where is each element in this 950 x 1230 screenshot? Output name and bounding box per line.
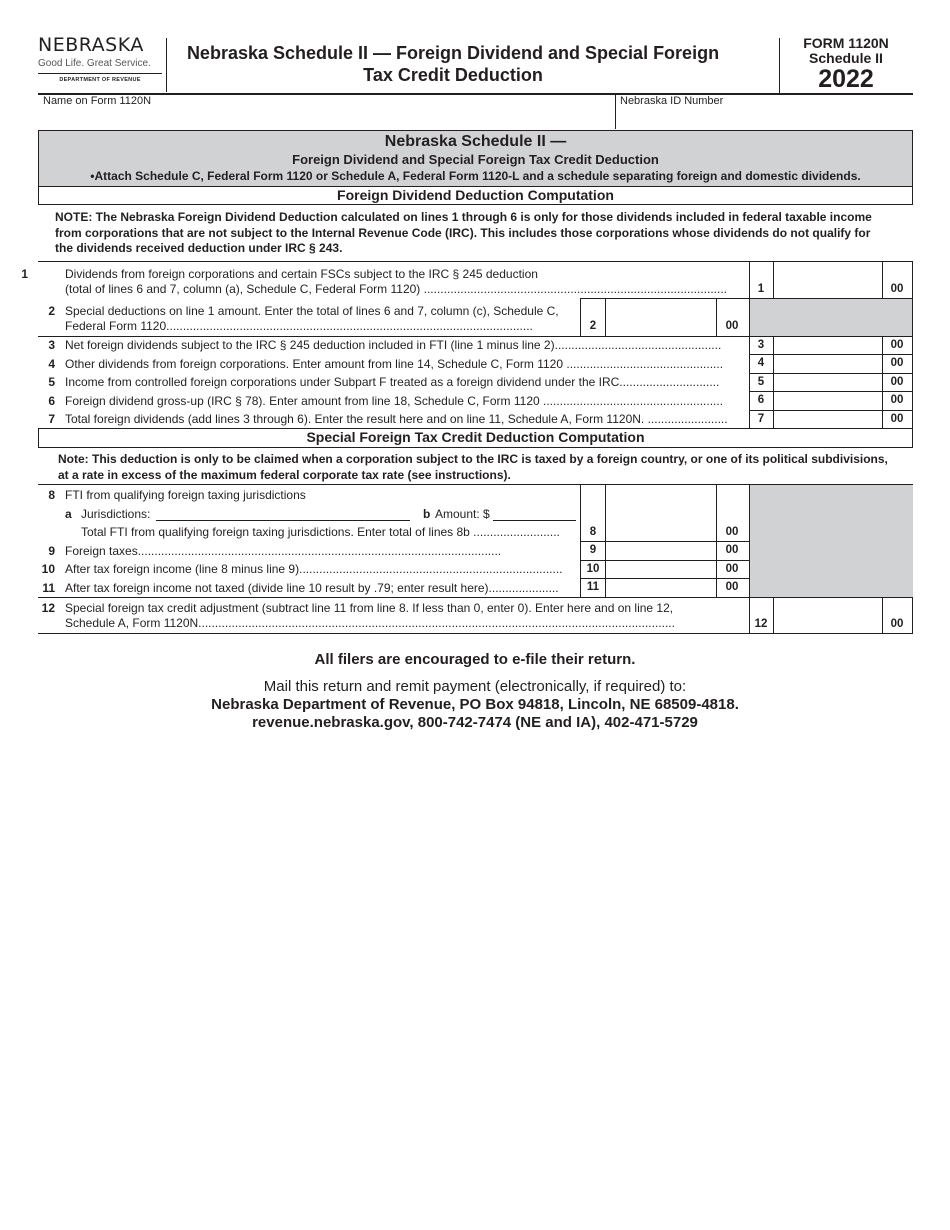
line1-amount-input[interactable] [774, 262, 882, 298]
banner-attach: •Attach Schedule C, Federal Form 1120 or Schedule A, Federal Form 1120-L and a schedule separating foreign and domestic dividends. [90, 169, 861, 183]
note2-line2: at a rate in excess of the maximum federal corporate tax rate (see instructions). [58, 467, 511, 482]
line6-amount-input[interactable] [774, 392, 882, 410]
note2-line1: Note: This deduction is only to be claimed when a corporation subject to the IRC is taxed by a foreign country, or one of its political subdivisions, [58, 452, 888, 466]
line2-number: 2 [48, 304, 55, 318]
line9-text: Foreign taxes............................................................................................................. [65, 544, 502, 558]
line11-text: After tax foreign income not taxed (divide line 10 result by .79; enter result here)..................... [65, 581, 559, 595]
line5-box-number: 5 [757, 376, 765, 388]
line7-amount-input[interactable] [774, 411, 882, 428]
line3-text: Net foreign dividends subject to the IRC § 245 deduction included in FTI (line 1 minus line 2).................................................. [65, 338, 722, 352]
line12-number: 12 [41, 601, 55, 615]
line9-amount-input[interactable] [606, 542, 716, 560]
line7-box-number: 7 [757, 413, 765, 425]
line12-amount-input[interactable] [774, 598, 882, 633]
line11-amount-input[interactable] [606, 579, 716, 597]
line1-text-a: Dividends from foreign corporations and certain FSCs subject to the IRC § 245 deduction [65, 267, 538, 281]
line8-text: FTI from qualifying foreign taxing jurisdictions [65, 488, 306, 502]
logo-word: NEBRASKA [38, 34, 144, 56]
line4-amount-input[interactable] [774, 355, 882, 373]
line10-number: 10 [41, 562, 55, 576]
section2-title: Special Foreign Tax Credit Deduction Computation [306, 429, 645, 445]
amount-8b-input[interactable] [493, 507, 576, 521]
name-label: Name on Form 1120N [43, 95, 152, 107]
banner-subtitle: Foreign Dividend and Special Foreign Tax Credit Deduction [292, 152, 659, 167]
jurisdictions-input[interactable] [156, 507, 410, 521]
line1-number: 1 [21, 267, 28, 281]
line9-number: 9 [48, 544, 55, 558]
note1-line3: the dividends received deduction under IRC § 243. [55, 241, 343, 255]
line2-box-number: 2 [589, 320, 597, 332]
line6-text: Foreign dividend gross-up (IRC § 78). Enter amount from line 18, Schedule C, Form 1120 ...................................................... [65, 394, 724, 408]
line12-text-b: Schedule A, Form 1120N............................................................................................................................................... [65, 616, 675, 630]
id-label: Nebraska ID Number [620, 95, 724, 107]
note2 [58, 452, 908, 483]
line6-cents: 00 [890, 394, 904, 406]
line4-number: 4 [48, 357, 55, 371]
line2-text-b: Federal Form 1120.............................................................................................................. [65, 319, 533, 333]
title-line2: Tax Credit Deduction [363, 65, 543, 85]
line3-cents: 00 [890, 339, 904, 351]
line1-text [65, 267, 743, 297]
line3-amount-input[interactable] [774, 337, 882, 354]
line12-text-a: Special foreign tax credit adjustment (subtract line 11 from line 8. If less than 0, enter 0). Enter here and on line 12, [65, 601, 674, 615]
schedule-label: Schedule II [809, 50, 883, 66]
line8b-label: Amount: $ [435, 507, 490, 521]
line11-number: 11 [42, 581, 55, 595]
line10-cents: 00 [725, 563, 739, 575]
line1-cents: 00 [890, 283, 904, 295]
line3-box-number: 3 [757, 339, 765, 351]
line8b-letter: b [423, 507, 431, 521]
tax-year: 2022 [818, 65, 874, 93]
form-title [168, 42, 738, 86]
mail-instruction: Mail this return and remit payment (electronically, if required) to: [263, 678, 687, 695]
line7-text: Total foreign dividends (add lines 3 through 6). Enter the result here and on line 11, Schedule A, Form 1120N. ........................ [65, 412, 728, 426]
note1 [55, 210, 905, 257]
mail-address: Nebraska Department of Revenue, PO Box 94818, Lincoln, NE 68509-4818. [211, 696, 739, 713]
line9-box-number: 9 [589, 544, 597, 556]
line5-text: Income from controlled foreign corporations under Subpart F treated as a foreign dividend under the IRC.............................. [65, 375, 720, 389]
line12-cents: 00 [890, 618, 904, 630]
line8-box-number: 8 [589, 526, 597, 538]
name-field[interactable] [40, 108, 613, 128]
line1-text-b: (total of lines 6 and 7, column (a), Schedule C, Federal Form 1120) ........................................................................................... [65, 282, 728, 296]
line8-total-text: Total FTI from qualifying foreign taxing jurisdictions. Enter total of lines 8b .......................... [81, 525, 560, 539]
form-id-block [780, 35, 912, 92]
line5-number: 5 [48, 375, 55, 389]
efile-notice: All filers are encouraged to e-file their return. [314, 651, 636, 668]
line7-cents: 00 [890, 413, 904, 425]
form-number: FORM 1120N [803, 35, 889, 51]
title-line1: Nebraska Schedule II — Foreign Dividend and Special Foreign [186, 43, 720, 63]
line8-amount-input[interactable] [606, 486, 716, 541]
logo-tagline: Good Life. Great Service. [38, 58, 151, 69]
line11-box-number: 11 [586, 581, 600, 593]
line6-number: 6 [48, 394, 55, 408]
line11-cents: 00 [725, 581, 739, 593]
contact-info: revenue.nebraska.gov, 800-742-7474 (NE and IA), 402-471-5729 [252, 714, 698, 731]
line8-cents: 00 [725, 526, 739, 538]
note1-line1: NOTE: The Nebraska Foreign Dividend Deduction calculated on lines 1 through 6 is only for those dividends included in federal taxable income [55, 210, 872, 224]
line10-box-number: 10 [586, 563, 600, 575]
line8a-label: Jurisdictions: [81, 507, 151, 521]
id-field[interactable] [618, 108, 910, 128]
section1-title: Foreign Dividend Deduction Computation [337, 187, 614, 203]
line6-box-number: 6 [757, 394, 765, 406]
line12-text [65, 601, 745, 631]
line2-amount-input[interactable] [606, 299, 716, 336]
line1-box-number: 1 [757, 283, 765, 295]
line10-text: After tax foreign income (line 8 minus line 9)............................................................................... [65, 562, 563, 576]
nebraska-logo [38, 34, 164, 92]
line2-text-a: Special deductions on line 1 amount. Enter the total of lines 6 and 7, column (c), Schedule C, [65, 304, 559, 318]
line10-amount-input[interactable] [606, 561, 716, 578]
line7-number: 7 [48, 412, 55, 426]
line12-box-number: 12 [754, 618, 768, 630]
banner-title: Nebraska Schedule II — [384, 133, 567, 150]
line2-text [65, 304, 575, 334]
line9-cents: 00 [725, 544, 739, 556]
line8-number: 8 [48, 488, 55, 502]
line8a-letter: a [65, 507, 72, 521]
line3-number: 3 [48, 338, 55, 352]
line4-box-number: 4 [757, 357, 765, 369]
line4-text: Other dividends from foreign corporations. Enter amount from line 14, Schedule C, Form 1120 ............................................... [65, 357, 724, 371]
line4-cents: 00 [890, 357, 904, 369]
logo-dept: DEPARTMENT OF REVENUE [59, 77, 141, 83]
line5-amount-input[interactable] [774, 374, 882, 391]
note1-line2: from corporations that are not subject to the Internal Revenue Code (IRC). This includes those corporations whose dividends do not qualify for [55, 225, 871, 240]
line5-cents: 00 [890, 376, 904, 388]
line2-cents: 00 [725, 320, 739, 332]
